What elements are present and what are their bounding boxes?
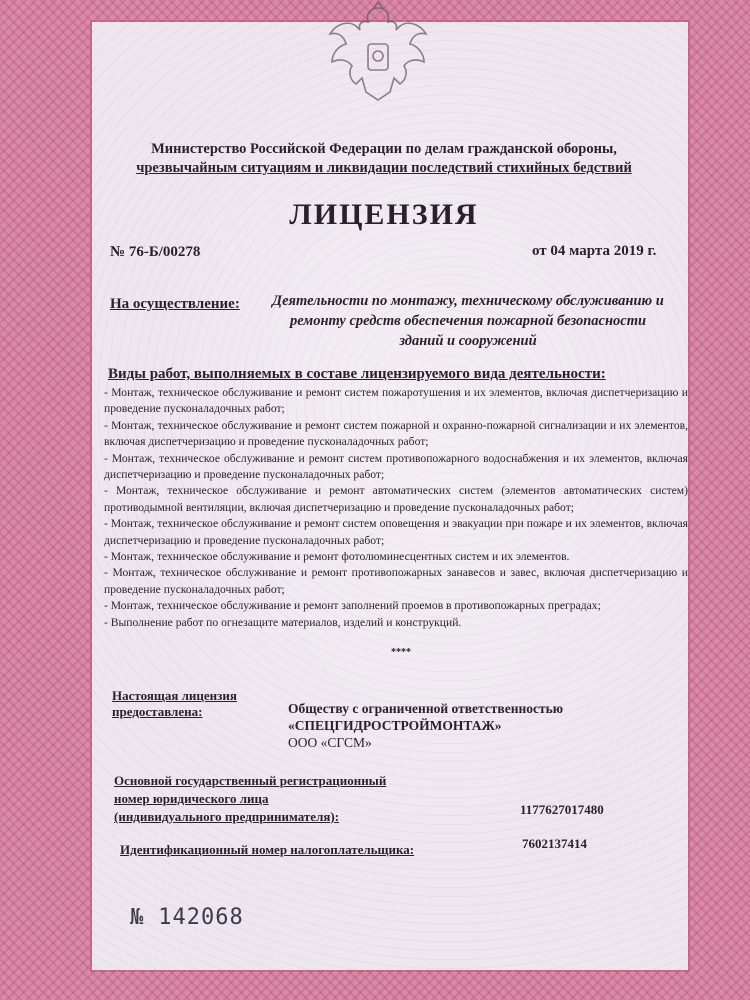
works-heading: Виды работ, выполняемых в составе лицензируемого вида деятельности: <box>108 366 606 382</box>
document-title: ЛИЦЕНЗИЯ <box>289 198 479 231</box>
list-item: - Выполнение работ по огнезащите материалов, изделий и конструкций. <box>104 615 462 629</box>
ogrn-label-line-3: (индивидуального предпринимателя): <box>114 809 340 824</box>
ministry-line-2: чрезвычайным ситуациям и ликвидации последствий стихийных бедствий <box>136 160 632 176</box>
company-name <box>288 700 563 751</box>
grantee-label-line-2: предоставлена: <box>112 704 203 719</box>
list-item: - Монтаж, техническое обслуживание и ремонт противопожарных занавесов и завес, включая диспетчеризацию и проведение пусконаладочных работ; <box>104 566 688 596</box>
company-full-name-line-1: Обществу с ограниченной ответственностью <box>288 701 564 716</box>
list-item: - Монтаж, техническое обслуживание и ремонт автоматических систем (элементов автоматических систем) противодымной вентиляции, включая диспетчеризацию и проведение пусконаладочных работ; <box>104 484 688 514</box>
ogrn-label-line-1: Основной государственный регистрационный <box>114 773 387 788</box>
ministry-header <box>96 140 672 178</box>
double-headed-eagle-emblem <box>318 0 438 110</box>
grantee-label-line-1: Настоящая лицензия <box>112 688 237 703</box>
company-short-name: ООО «СГСМ» <box>288 735 372 750</box>
list-item: - Монтаж, техническое обслуживание и ремонт систем противопожарного водоснабжения и их элементов, включая диспетчеризацию и проведение пусконаладочных работ; <box>104 451 688 482</box>
end-mark: **** <box>391 647 411 658</box>
serial-prefix: № <box>130 905 145 930</box>
list-item: - Монтаж, техническое обслуживание и ремонт фотолюминесцентных систем и их элементов. <box>104 550 570 564</box>
ogrn-label-line-2: номер юридического лица <box>114 791 269 806</box>
company-full-name-line-2: «СПЕЦГИДРОСТРОЙМОНТАЖ» <box>288 718 502 733</box>
inn-value: 7602137414 <box>522 836 587 851</box>
purpose-text: Деятельности по монтажу, техническому обслуживанию и ремонту средств обеспечения пожарной безопасности зданий и сооружений <box>272 293 664 349</box>
license-number: № 76-Б/00278 <box>110 244 201 260</box>
serial-number: 142068 <box>158 905 244 930</box>
list-item: - Монтаж, техническое обслуживание и ремонт систем пожаротушения и их элементов, включая диспетчеризацию и проведение пусконаладочных работ; <box>104 386 688 416</box>
list-item: - Монтаж, техническое обслуживание и ремонт заполнений проемов в противопожарных преградах; <box>104 599 601 613</box>
list-item: - Монтаж, техническое обслуживание и ремонт систем оповещения и эвакуации при пожаре и их элементов, включая диспетчеризацию и проведение пусконаладочных работ; <box>104 517 688 547</box>
works-list <box>104 385 688 631</box>
ogrn-label <box>114 772 386 826</box>
license-date: от 04 марта 2019 г. <box>532 243 657 259</box>
purpose-label: На осуществление: <box>110 296 240 312</box>
inn-label: Идентификационный номер налогоплательщика: <box>120 842 415 857</box>
form-serial-number <box>130 905 244 930</box>
grantee-label <box>112 688 237 720</box>
list-item: - Монтаж, техническое обслуживание и ремонт систем пожарной и охранно-пожарной сигнализации и их элементов, включая диспетчеризацию и проведение пусконаладочных работ; <box>104 418 688 449</box>
ogrn-value: 1177627017480 <box>520 802 604 817</box>
ministry-line-1: Министерство Российской Федерации по делам гражданской обороны, <box>151 141 617 157</box>
